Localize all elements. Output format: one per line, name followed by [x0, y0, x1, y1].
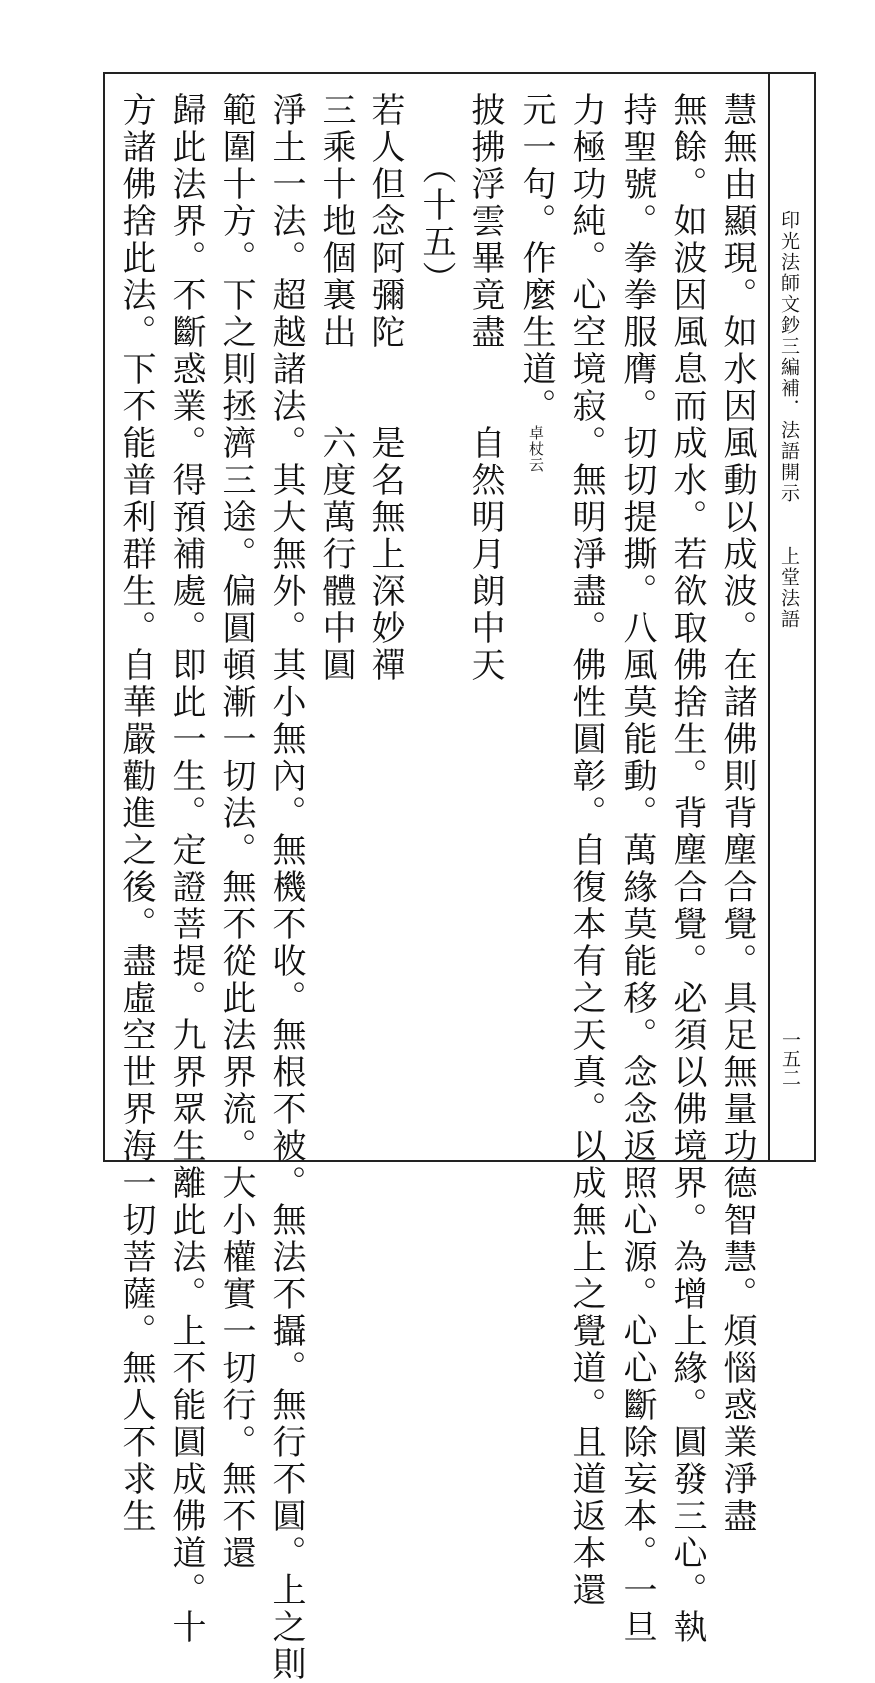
text-column-3: 持聖號。拳拳服膺。切切提撕。八風莫能動。萬緣莫能移。念念返照心源。心心斷除妄本。一旦 — [617, 92, 657, 1646]
inline-note: 卓杖云 — [527, 425, 545, 473]
frame-right-border — [814, 72, 816, 1162]
frame-header-divider — [768, 72, 770, 1162]
text-column-2: 無餘。如波因風息而成水。若欲取佛捨生。背塵合覺。必須以佛境界。為增上緣。圓發三心。執 — [667, 92, 707, 1646]
text-column-5 — [518, 92, 554, 473]
text-column-5-text: 元一句。作麼生道。 — [516, 92, 556, 425]
verse-line-3: 三乘十地個裏出 六度萬行體中圓 — [316, 92, 356, 684]
section-heading: （十五） — [416, 150, 456, 298]
running-header — [778, 210, 800, 630]
text-column-13: 方諸佛捨此法。下不能普利群生。自華嚴勸進之後。盡虛空世界海一切菩薩。無人不求生 — [116, 92, 156, 1535]
page-frame — [103, 72, 815, 1162]
page-number: 一五二 — [779, 1030, 801, 1087]
text-column-10: 淨土一法。超越諸法。其大無外。其小無內。無機不收。無根不被。無法不攝。無行不圓。上之則 — [266, 92, 306, 1683]
text-column-12: 歸此法界。不斷惑業。得預補處。即此一生。定證菩提。九界眾生離此法。上不能圓成佛道。十 — [166, 92, 206, 1646]
text-column-11: 範圍十方。下之則拯濟三途。偏圓頓漸一切法。無不從此法界流。大小權實一切行。無不還 — [216, 92, 256, 1572]
text-column-4: 力極功純。心空境寂。無明淨盡。佛性圓彰。自復本有之天真。以成無上之覺道。且道返本還 — [566, 92, 606, 1609]
verse-line-1: 披拂浮雲畢竟盡 自然明月朗中天 — [465, 92, 505, 684]
book-title: 印光法師文鈔三編補．法語開示 — [778, 210, 800, 504]
section-title: 上堂法語 — [778, 546, 800, 630]
text-column-1: 慧無由顯現。如水因風動以成波。在諸佛則背塵合覺。具足無量功德智慧。煩惱惑業淨盡 — [717, 92, 757, 1535]
frame-left-border — [103, 72, 105, 1162]
verse-line-2: 若人但念阿彌陀 是名無上深妙禪 — [365, 92, 405, 684]
